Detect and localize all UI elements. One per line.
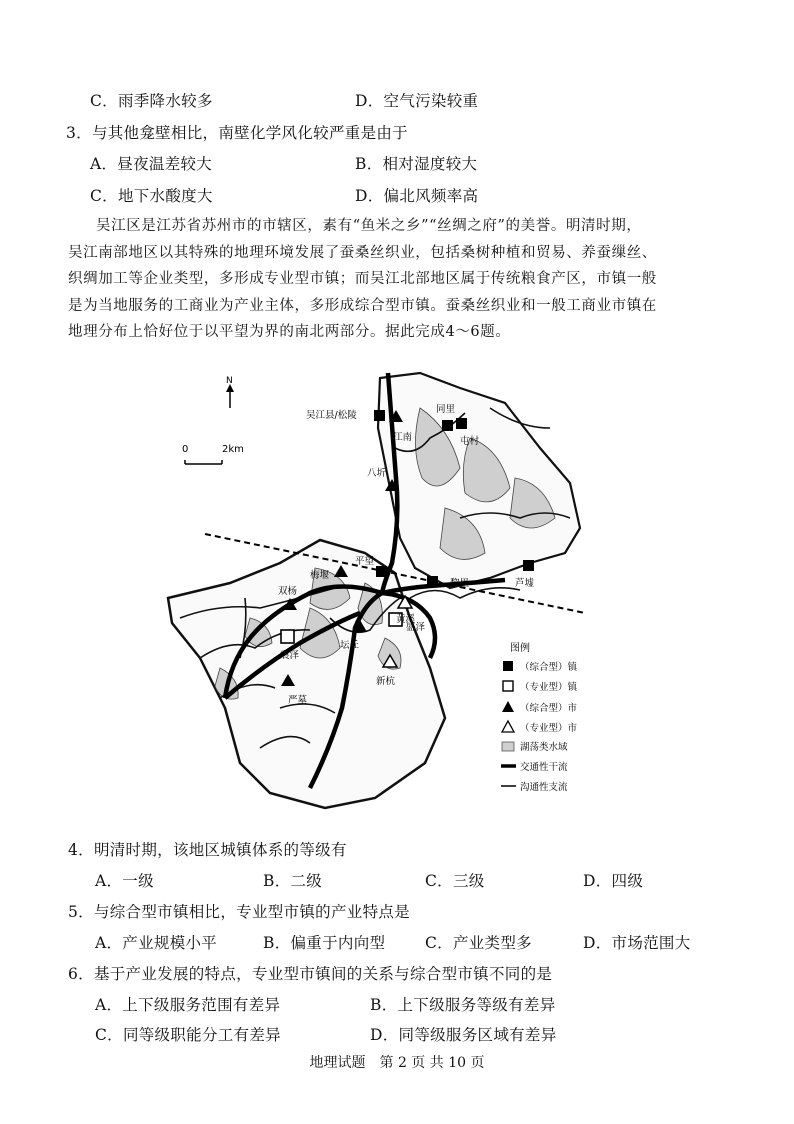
label-meiyan: 梅堰 bbox=[310, 570, 330, 581]
q3-option-a: A．昼夜温差较大 bbox=[90, 155, 213, 173]
north-arrow bbox=[226, 376, 234, 408]
legend-symbol-spec-mkt bbox=[502, 721, 514, 732]
q5-stem: 5．与综合型市镇相比，专业型市镇的产业特点是 bbox=[68, 903, 410, 921]
town-lixi bbox=[427, 576, 438, 587]
label-huangxi: 黄溪 bbox=[396, 614, 416, 625]
q5-option-c: C．产业类型多 bbox=[425, 934, 532, 952]
legend-item: 沟通性支流 bbox=[520, 782, 568, 793]
q3-stem: 3．与其他龛壁相比，南壁化学风化较严重是由于 bbox=[66, 124, 408, 142]
town-luxu bbox=[523, 560, 534, 571]
label-jiangnan: 江南 bbox=[393, 432, 413, 443]
label-luxu: 芦墟 bbox=[515, 578, 535, 589]
label-zhenze: 震泽 bbox=[280, 650, 300, 661]
scale-dist: 2km bbox=[222, 444, 244, 455]
north-label: N bbox=[226, 376, 233, 386]
q2-option-d: D．空气污染较重 bbox=[355, 92, 479, 110]
q6-option-b: B．上下级服务等级有差异 bbox=[370, 996, 556, 1014]
label-tongli: 同里 bbox=[436, 404, 456, 415]
label-pingwang: 平望 bbox=[355, 556, 375, 567]
label-xinhang: 新杭 bbox=[376, 676, 396, 687]
land-outline bbox=[168, 540, 445, 808]
page-footer: 地理试题 第 2 页 共 10 页 bbox=[309, 1055, 485, 1071]
wujiang-map bbox=[160, 368, 600, 813]
q6-option-c: C．同等级职能分工有差异 bbox=[95, 1026, 281, 1044]
q5-option-b: B．偏重于内向型 bbox=[263, 934, 386, 952]
passage bbox=[68, 213, 708, 346]
passage-line: 地理分布上恰好位于以平望为界的南北两部分。据此完成4～6题。 bbox=[68, 324, 511, 340]
legend-item: 湖荡类水域 bbox=[520, 742, 568, 753]
scale-bar bbox=[182, 444, 244, 464]
legend-symbol-lake bbox=[502, 742, 514, 751]
legend-symbol-comp-mkt bbox=[502, 701, 514, 712]
legend-item: （专业型）镇 bbox=[520, 682, 578, 693]
town-tuncun bbox=[456, 418, 467, 429]
label-wujiang: 吴江县/松陵 bbox=[306, 410, 357, 421]
scale-zero: 0 bbox=[182, 444, 189, 455]
label-shengze: 盛泽 bbox=[406, 622, 426, 633]
legend-title: 图例 bbox=[510, 643, 530, 654]
q4-option-d: D．四级 bbox=[583, 872, 644, 890]
q3-option-c: C．地下水酸度大 bbox=[90, 187, 213, 205]
q4-option-a: A．一级 bbox=[95, 872, 154, 890]
q4-stem: 4．明清时期，该地区城镇体系的等级有 bbox=[68, 841, 347, 859]
label-bachi: 八圻 bbox=[367, 468, 387, 479]
label-yanmu: 严墓 bbox=[288, 695, 308, 706]
label-tuncun: 屯村 bbox=[460, 436, 480, 447]
label-tanqiu: 坛丘 bbox=[340, 640, 360, 651]
legend-symbol-spec-town bbox=[503, 681, 513, 691]
q4-option-c: C．三级 bbox=[425, 872, 485, 890]
map-legend bbox=[501, 641, 579, 793]
label-shuangyang: 双杨 bbox=[278, 586, 298, 597]
q5-option-d: D．市场范围大 bbox=[583, 934, 691, 952]
legend-item: （专业型）市 bbox=[520, 723, 578, 734]
q2-option-c: C．雨季降水较多 bbox=[90, 92, 213, 110]
town-pingwang bbox=[376, 566, 387, 577]
passage-line: 是为当地服务的工商业为产业主体，多形成综合型市镇。蚕桑丝织业和一般工商业市镇在 bbox=[68, 297, 657, 314]
passage-line: 吴江区是江苏省苏州市的市辖区，素有“鱼米之乡”“丝绸之府”的美誉。明清时期， bbox=[96, 218, 642, 234]
q5-option-a: A．产业规模小平 bbox=[95, 934, 218, 952]
q3-option-d: D．偏北风频率高 bbox=[355, 187, 479, 205]
legend-symbol-comp-town bbox=[503, 661, 513, 671]
legend-item: （综合型）市 bbox=[520, 703, 578, 714]
label-lixi: 黎里 bbox=[450, 578, 470, 589]
q6-option-d: D．同等级服务区域有差异 bbox=[370, 1026, 557, 1044]
q6-option-a: A．上下级服务范围有差异 bbox=[95, 996, 281, 1014]
q4-option-b: B．二级 bbox=[263, 872, 323, 890]
legend-item: 交通性干流 bbox=[520, 762, 568, 773]
q3-option-b: B．相对湿度较大 bbox=[355, 155, 478, 173]
passage-line: 织绸加工等企业类型，多形成专业型市镇；而吴江北部地区属于传统粮食产区，市镇一般 bbox=[68, 271, 657, 287]
passage-line: 吴江南部地区以其特殊的地理环境发展了蚕桑丝织业，包括桑树种植和贸易、养蚕缫丝、 bbox=[68, 244, 657, 261]
town-wujiang bbox=[374, 410, 385, 421]
q6-stem: 6．基于产业发展的特点，专业型市镇间的关系与综合型市镇不同的是 bbox=[68, 965, 553, 983]
town-tongli bbox=[442, 420, 453, 431]
legend-item: （综合型）镇 bbox=[520, 662, 578, 673]
town-zhenze bbox=[281, 630, 294, 643]
